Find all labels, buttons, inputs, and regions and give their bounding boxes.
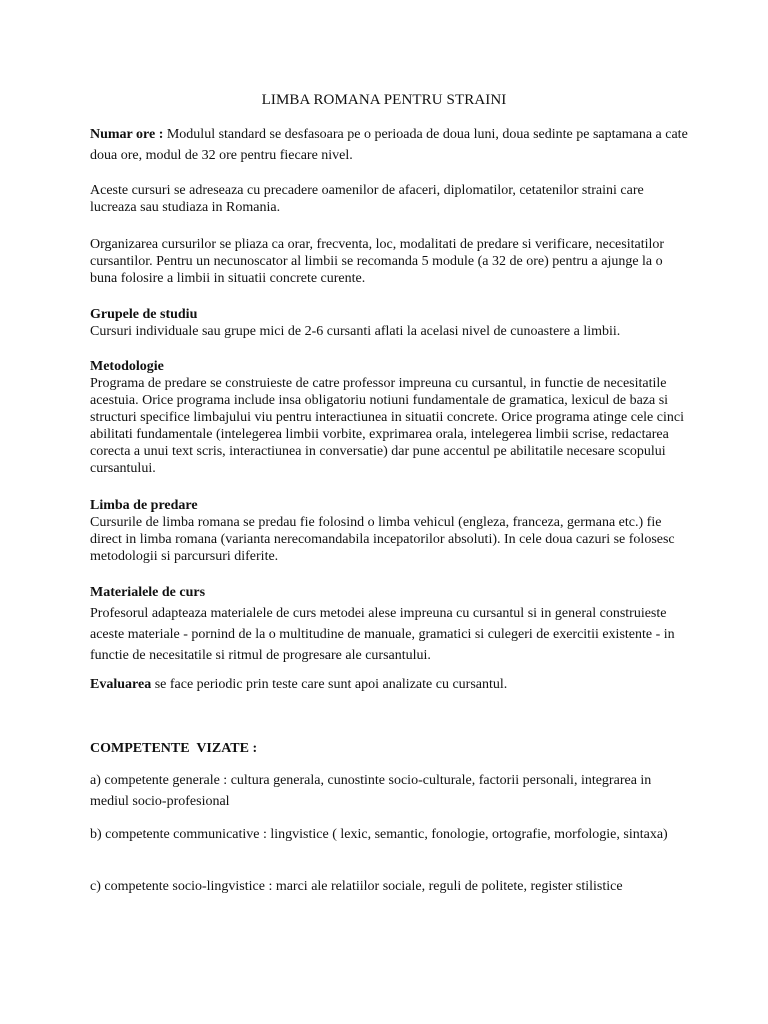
organization-text: Organizarea cursurilor se pliaza ca orar, frecventa, loc, modalitati de predare si verificare, necesitatilor cursantilor. Pentru un necunoscator al limbii se recomanda 5 module (a 32 de ore) pentru a ajunge la o buna folosire a limbii in situatii concrete curente. — [90, 237, 665, 286]
competence-b — [90, 824, 690, 845]
evaluation-label: Evaluarea — [90, 677, 152, 692]
competence-item: b) competente communicative : lingvistice ( lexic, semantic, fonologie, ortografie, morfologie, sintaxa) — [90, 827, 668, 842]
section-heading: Metodologie — [90, 359, 164, 374]
competence-c — [90, 876, 690, 897]
section-text: Cursurile de limba romana se predau fie folosind o limba vehicul (engleza, franceza, germana etc.) fie direct in limba romana (varianta nerecomandabila incepatorilor absoluti). In cele doua cazuri se folosesc metodologii si parcursuri diferite. — [90, 515, 675, 564]
competence-item: a) competente generale : cultura generala, cunostinte socio-culturale, factorii personali, integrarea in mediul socio-profesional — [90, 773, 652, 809]
section-text: Programa de predare se construieste de catre professor impreuna cu cursantul, in functie de necesitatile acestuia. Orice programa include insa obligatoriu notiuni fundamentale de gramatica, lexicul de baza si structuri specifice limbajului viu pentru interactiunea in situatii concrete. Orice programa atinge cele cinci abilitati fundamentale (intelegerea limbii vorbite, exprimarea orala, intelegerea limbii scrise, redactarea corecta a unui text scris, interactiunea in conversatie) dar pune accentul pe abilitatile necesare scopului cursantului. — [90, 376, 684, 476]
competences-heading: COMPETENTE VIZATE : — [90, 741, 258, 756]
section-grupele — [90, 306, 690, 340]
audience-text: Aceste cursuri se adreseaza cu precadere oamenilor de afaceri, diplomatilor, cetatenilor straini care lucreaza sau studiaza in Romania. — [90, 183, 644, 215]
section-text: Cursuri individuale sau grupe mici de 2-6 cursanti aflati la acelasi nivel de cunoastere a limbii. — [90, 324, 621, 339]
competences-heading-block — [90, 740, 690, 757]
section-limba-predare — [90, 497, 690, 565]
numar-ore-text: Modulul standard se desfasoara pe o perioada de doua luni, doua sedinte pe saptamana a cate doua ore, modul de 32 ore pentru fiecare nivel. — [90, 127, 688, 163]
section-metodologie — [90, 358, 690, 477]
evaluation-paragraph — [90, 676, 690, 693]
section-heading: Materialele de curs — [90, 585, 206, 600]
organization-paragraph — [90, 236, 690, 287]
section-materialele — [90, 582, 690, 666]
competence-item: c) competente socio-lingvistice : marci ale relatiilor sociale, reguli de politete, register stilistice — [90, 879, 623, 894]
section-heading: Limba de predare — [90, 498, 198, 513]
section-heading: Grupele de studiu — [90, 307, 198, 322]
competence-a — [90, 770, 690, 812]
audience-paragraph — [90, 182, 690, 216]
numar-ore-label: Numar ore : — [90, 127, 164, 142]
section-text: Profesorul adapteaza materialele de curs metodei alese impreuna cu cursantul si in general construieste aceste materiale - pornind de la o multitudine de manuale, gramatici si culegeri de exercitii existente - in functie de necesitatile si ritmul de progresare ale cursantului. — [90, 606, 675, 663]
evaluation-text: se face periodic prin teste care sunt apoi analizate cu cursantul. — [151, 677, 508, 692]
numar-ore-paragraph — [90, 124, 690, 166]
document-title: LIMBA ROMANA PENTRU STRAINI — [261, 92, 507, 108]
